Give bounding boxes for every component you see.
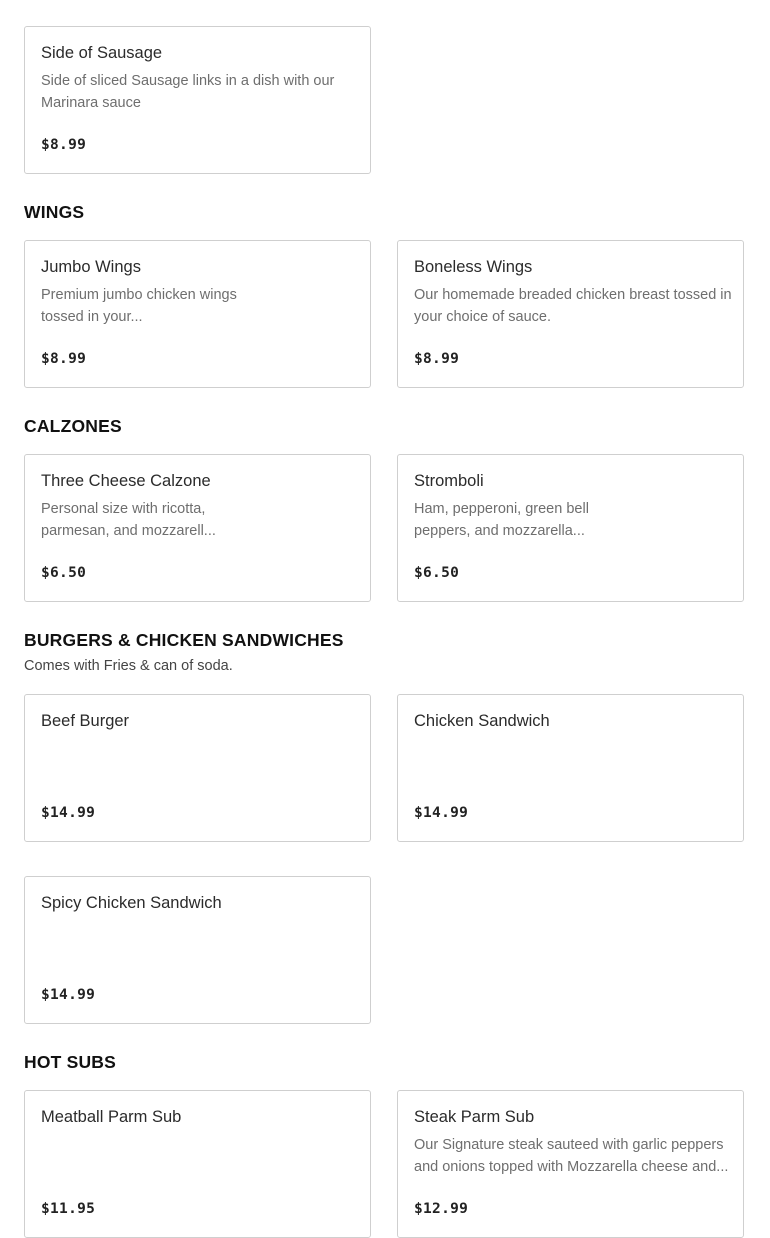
section-title-hot-subs: HOT SUBS — [24, 1052, 117, 1072]
item-price: $11.95 — [41, 1201, 96, 1217]
item-name: Boneless Wings — [414, 258, 533, 276]
item-price: $14.99 — [41, 805, 96, 821]
section-subtitle-burgers: Comes with Fries & can of soda. — [24, 658, 233, 674]
item-description: Personal size with ricotta, parmesan, and mozzarell... — [41, 501, 216, 539]
item-name: Chicken Sandwich — [414, 712, 550, 730]
section-title-calzones: CALZONES — [24, 416, 122, 436]
item-name: Three Cheese Calzone — [41, 472, 211, 490]
menu-item-card[interactable] — [24, 26, 371, 174]
item-price: $6.50 — [41, 565, 87, 581]
item-description: Ham, pepperoni, green bell peppers, and mozzarella... — [414, 501, 589, 539]
item-price: $14.99 — [41, 987, 96, 1003]
section-title-burgers: BURGERS & CHICKEN SANDWICHES — [24, 630, 344, 650]
item-name: Steak Parm Sub — [414, 1108, 535, 1126]
item-name: Beef Burger — [41, 712, 130, 730]
item-name: Meatball Parm Sub — [41, 1108, 182, 1126]
item-price: $8.99 — [414, 351, 460, 367]
item-name: Jumbo Wings — [41, 258, 141, 276]
item-price: $8.99 — [41, 351, 87, 367]
item-price: $6.50 — [414, 565, 460, 581]
menu-item-card[interactable] — [24, 454, 371, 602]
item-name: Spicy Chicken Sandwich — [41, 894, 222, 912]
item-description: Our homemade breaded chicken breast tossed in your choice of sauce. — [414, 287, 732, 325]
menu-item-card[interactable] — [397, 694, 744, 842]
item-description: Side of sliced Sausage links in a dish with our Marinara sauce — [41, 73, 335, 111]
menu-item-card[interactable] — [397, 454, 744, 602]
menu-item-card[interactable] — [24, 694, 371, 842]
menu-item-card[interactable] — [24, 240, 371, 388]
item-price: $12.99 — [414, 1201, 469, 1217]
item-name: Stromboli — [414, 472, 484, 490]
item-name: Side of Sausage — [41, 44, 163, 62]
item-description: Our Signature steak sauteed with garlic peppers and onions topped with Mozzarella cheese and... — [414, 1137, 729, 1175]
menu-item-card[interactable] — [397, 240, 744, 388]
menu-item-card[interactable] — [24, 876, 371, 1024]
section-title-wings: WINGS — [24, 202, 85, 222]
item-price: $8.99 — [41, 137, 87, 153]
item-price: $14.99 — [414, 805, 469, 821]
item-description: Premium jumbo chicken wings tossed in your... — [41, 287, 237, 325]
